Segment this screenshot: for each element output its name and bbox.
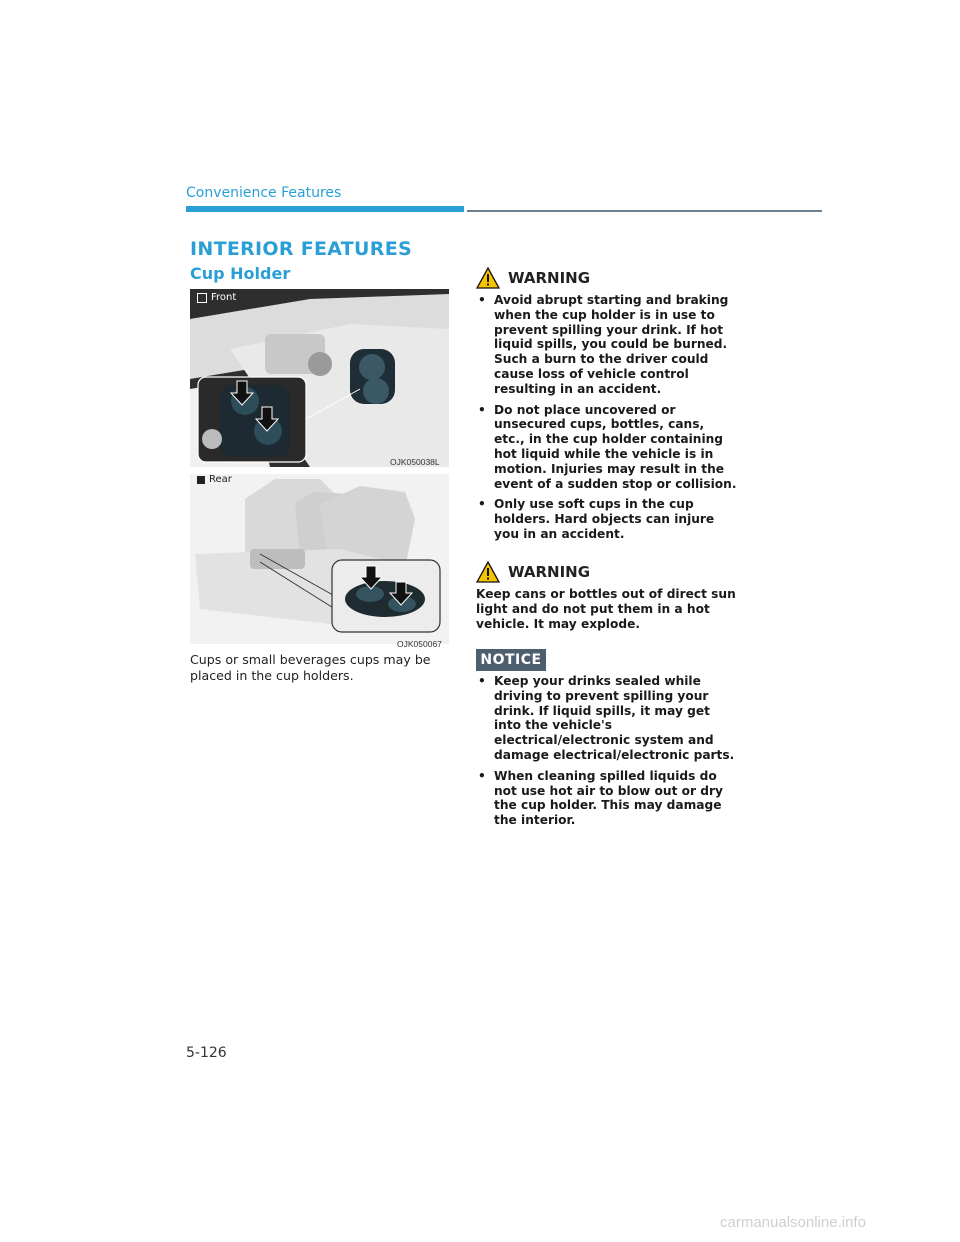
warning-icon [476, 267, 500, 289]
header-accent-bar [186, 206, 464, 212]
list-item: • When cleaning spilled liquids do not use hot air to blow out or dry the cup holder. This may damage the interior. [478, 768, 723, 828]
warning-heading-2 [476, 561, 590, 583]
chapter-title: Convenience Features [186, 185, 342, 201]
notice-badge: NOTICE [476, 649, 546, 671]
watermark: carmanualsonline.info [720, 1214, 866, 1231]
list-item: • Keep your drinks sealed while driving to prevent spilling your drink. If liquid spills, it may get into the vehicle's electrical/electronic system and damage electrical/electronic parts. [478, 674, 735, 762]
page-number: 5-126 [186, 1045, 227, 1061]
front-figure-code: OJK050038L [390, 457, 440, 467]
rear-label-text: Rear [209, 474, 232, 485]
list-item: • Avoid abrupt starting and braking when the cup holder is in use to prevent spilling your drink. If hot liquid spills, you could be burned. Such a burn to the driver could cause loss of vehicle control resulting in an accident. [478, 293, 729, 396]
warning-heading-1 [476, 267, 590, 289]
body-text: Cups or small beverages cups may be placed in the cup holders. [190, 652, 431, 683]
front-label-text: Front [211, 292, 237, 303]
warning-text-2: Keep cans or bottles out of direct sun light and do not put them in a hot vehicle. It may explode. [476, 587, 736, 631]
warning-icon [476, 561, 500, 583]
subsection-title: Cup Holder [190, 264, 291, 283]
warning-list-1 [476, 293, 738, 548]
front-cup-holder-image [190, 289, 449, 467]
rear-cup-holder-image [190, 474, 449, 644]
warning-title: WARNING [508, 269, 591, 287]
list-item: • Only use soft cups in the cup holders. Hard objects can injure you in an accident. [478, 497, 715, 541]
front-figure-label [197, 292, 236, 303]
rear-figure-label [197, 474, 232, 485]
square-icon [197, 476, 205, 484]
header-rule [467, 210, 822, 212]
rear-figure-code: OJK050067 [397, 639, 442, 649]
section-title: INTERIOR FEATURES [190, 238, 412, 260]
square-icon [197, 293, 207, 303]
list-item: • Do not place uncovered or unsecured cups, bottles, cans, etc., in the cup holder containing hot liquid while the vehicle is in motion. Injuries may result in the event of a sudden stop or collision. [478, 402, 737, 491]
warning-title: WARNING [508, 563, 591, 581]
notice-list [476, 674, 738, 834]
